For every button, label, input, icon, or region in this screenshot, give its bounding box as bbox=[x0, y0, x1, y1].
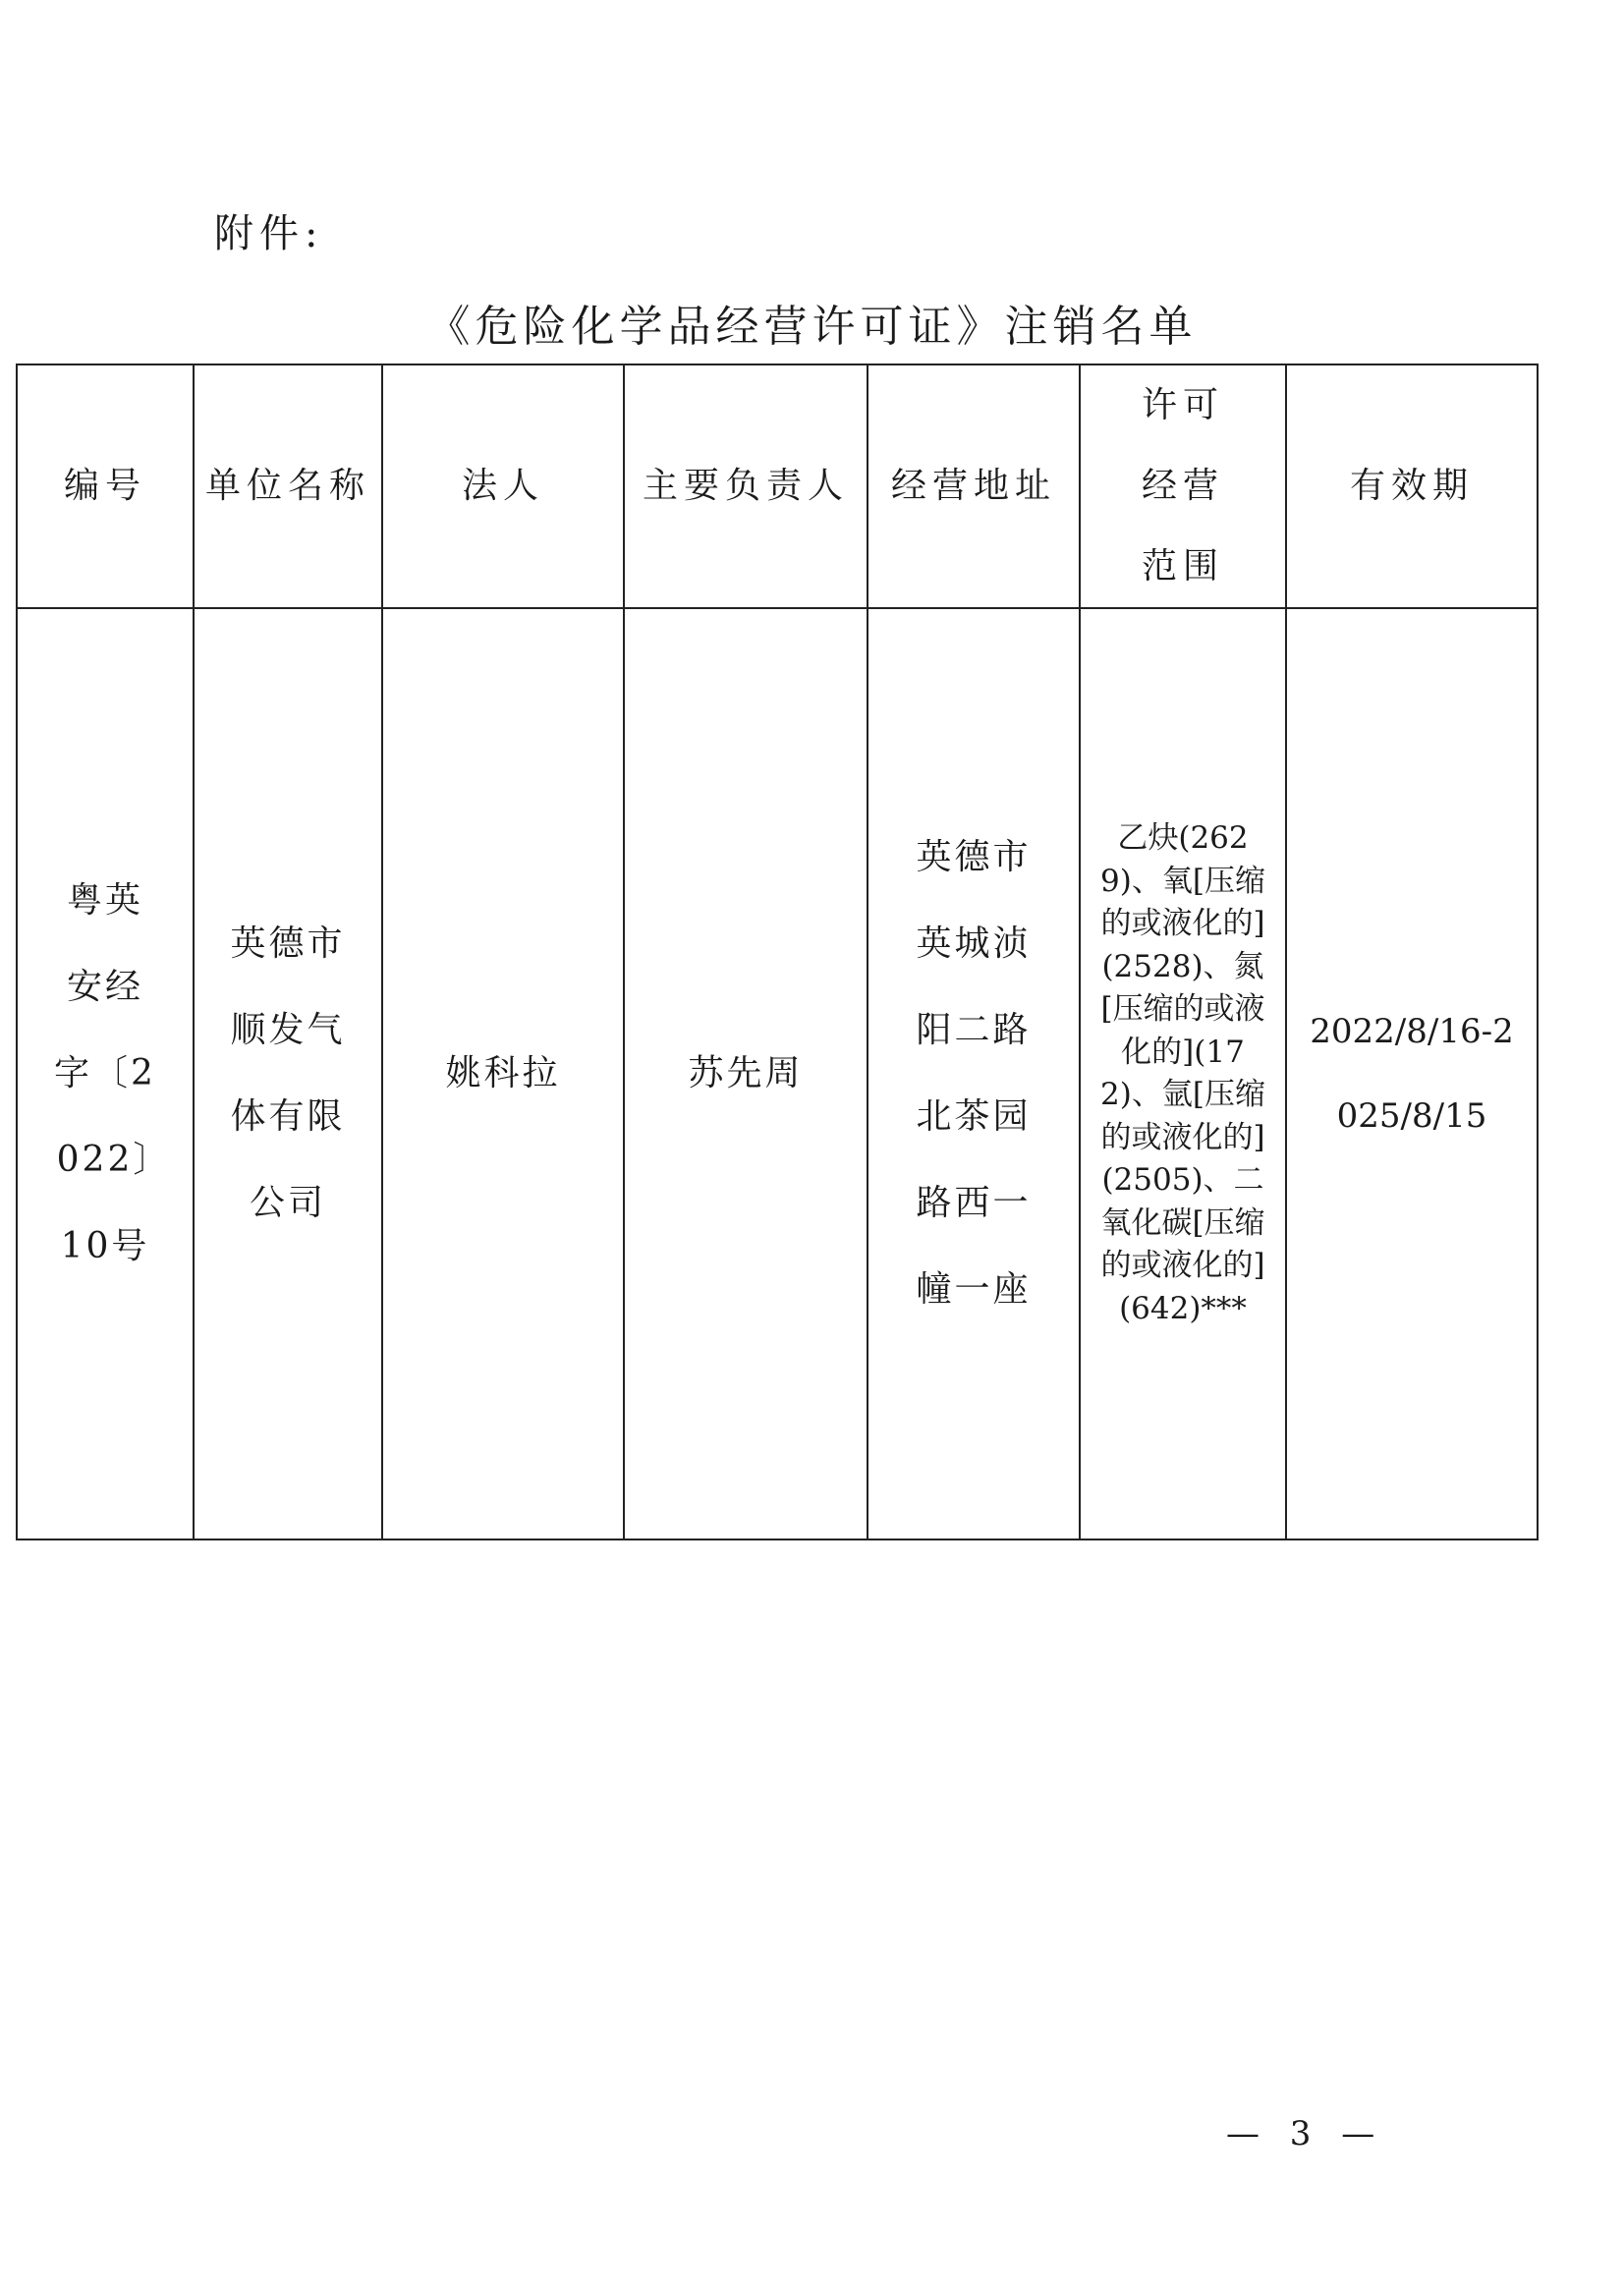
cell-unit-name bbox=[194, 608, 382, 1539]
legal-person: 姚科拉 bbox=[445, 1053, 561, 1093]
cell-scope bbox=[1080, 608, 1286, 1539]
validity-period: 2022/8/16-2025/8/15 bbox=[1310, 1012, 1514, 1136]
header-scope-label: 许可经营范围 bbox=[1141, 385, 1224, 587]
principal: 苏先周 bbox=[688, 1053, 804, 1093]
cell-principal bbox=[624, 608, 868, 1539]
header-address-label: 经营地址 bbox=[890, 466, 1056, 506]
header-cell-address bbox=[868, 364, 1080, 608]
unit-name: 英德市顺发气体有限公司 bbox=[230, 924, 346, 1223]
revocation-table bbox=[16, 364, 1539, 1540]
header-cell-validity bbox=[1286, 364, 1538, 608]
document-title: 《危险化学品经营许可证》注销名单 bbox=[426, 302, 1198, 352]
header-cell-principal bbox=[624, 364, 868, 608]
cell-legal-person bbox=[382, 608, 624, 1539]
header-validity-label: 有效期 bbox=[1349, 466, 1474, 506]
header-unit-name-label: 单位名称 bbox=[204, 466, 370, 506]
header-principal-label: 主要负责人 bbox=[642, 466, 849, 506]
page-number: — 3 — bbox=[1226, 2114, 1385, 2154]
business-address: 英德市英城浈阳二路北茶园路西一幢一座 bbox=[916, 837, 1032, 1310]
header-cell-legal-person bbox=[382, 364, 624, 608]
license-scope: 乙炔(2629)、氧[压缩的或液化的](2528)、氮[压缩的或液化的](172)、氩[压缩的或液化的](2505)、二氧化碳[压缩的或液化的](642)*** bbox=[1100, 820, 1265, 1326]
header-cell-scope bbox=[1080, 364, 1286, 608]
header-legal-person-label: 法人 bbox=[461, 466, 544, 506]
attachment-label: 附件: bbox=[214, 211, 324, 256]
cell-no bbox=[17, 608, 194, 1539]
table-header-row bbox=[17, 364, 1538, 608]
table-row bbox=[17, 608, 1538, 1539]
header-cell-unit-name bbox=[194, 364, 382, 608]
license-number: 粤英安经字〔2022〕10号 bbox=[54, 880, 156, 1266]
cell-address bbox=[868, 608, 1080, 1539]
header-no-label: 编号 bbox=[63, 466, 146, 506]
cell-validity bbox=[1286, 608, 1538, 1539]
header-cell-no bbox=[17, 364, 194, 608]
